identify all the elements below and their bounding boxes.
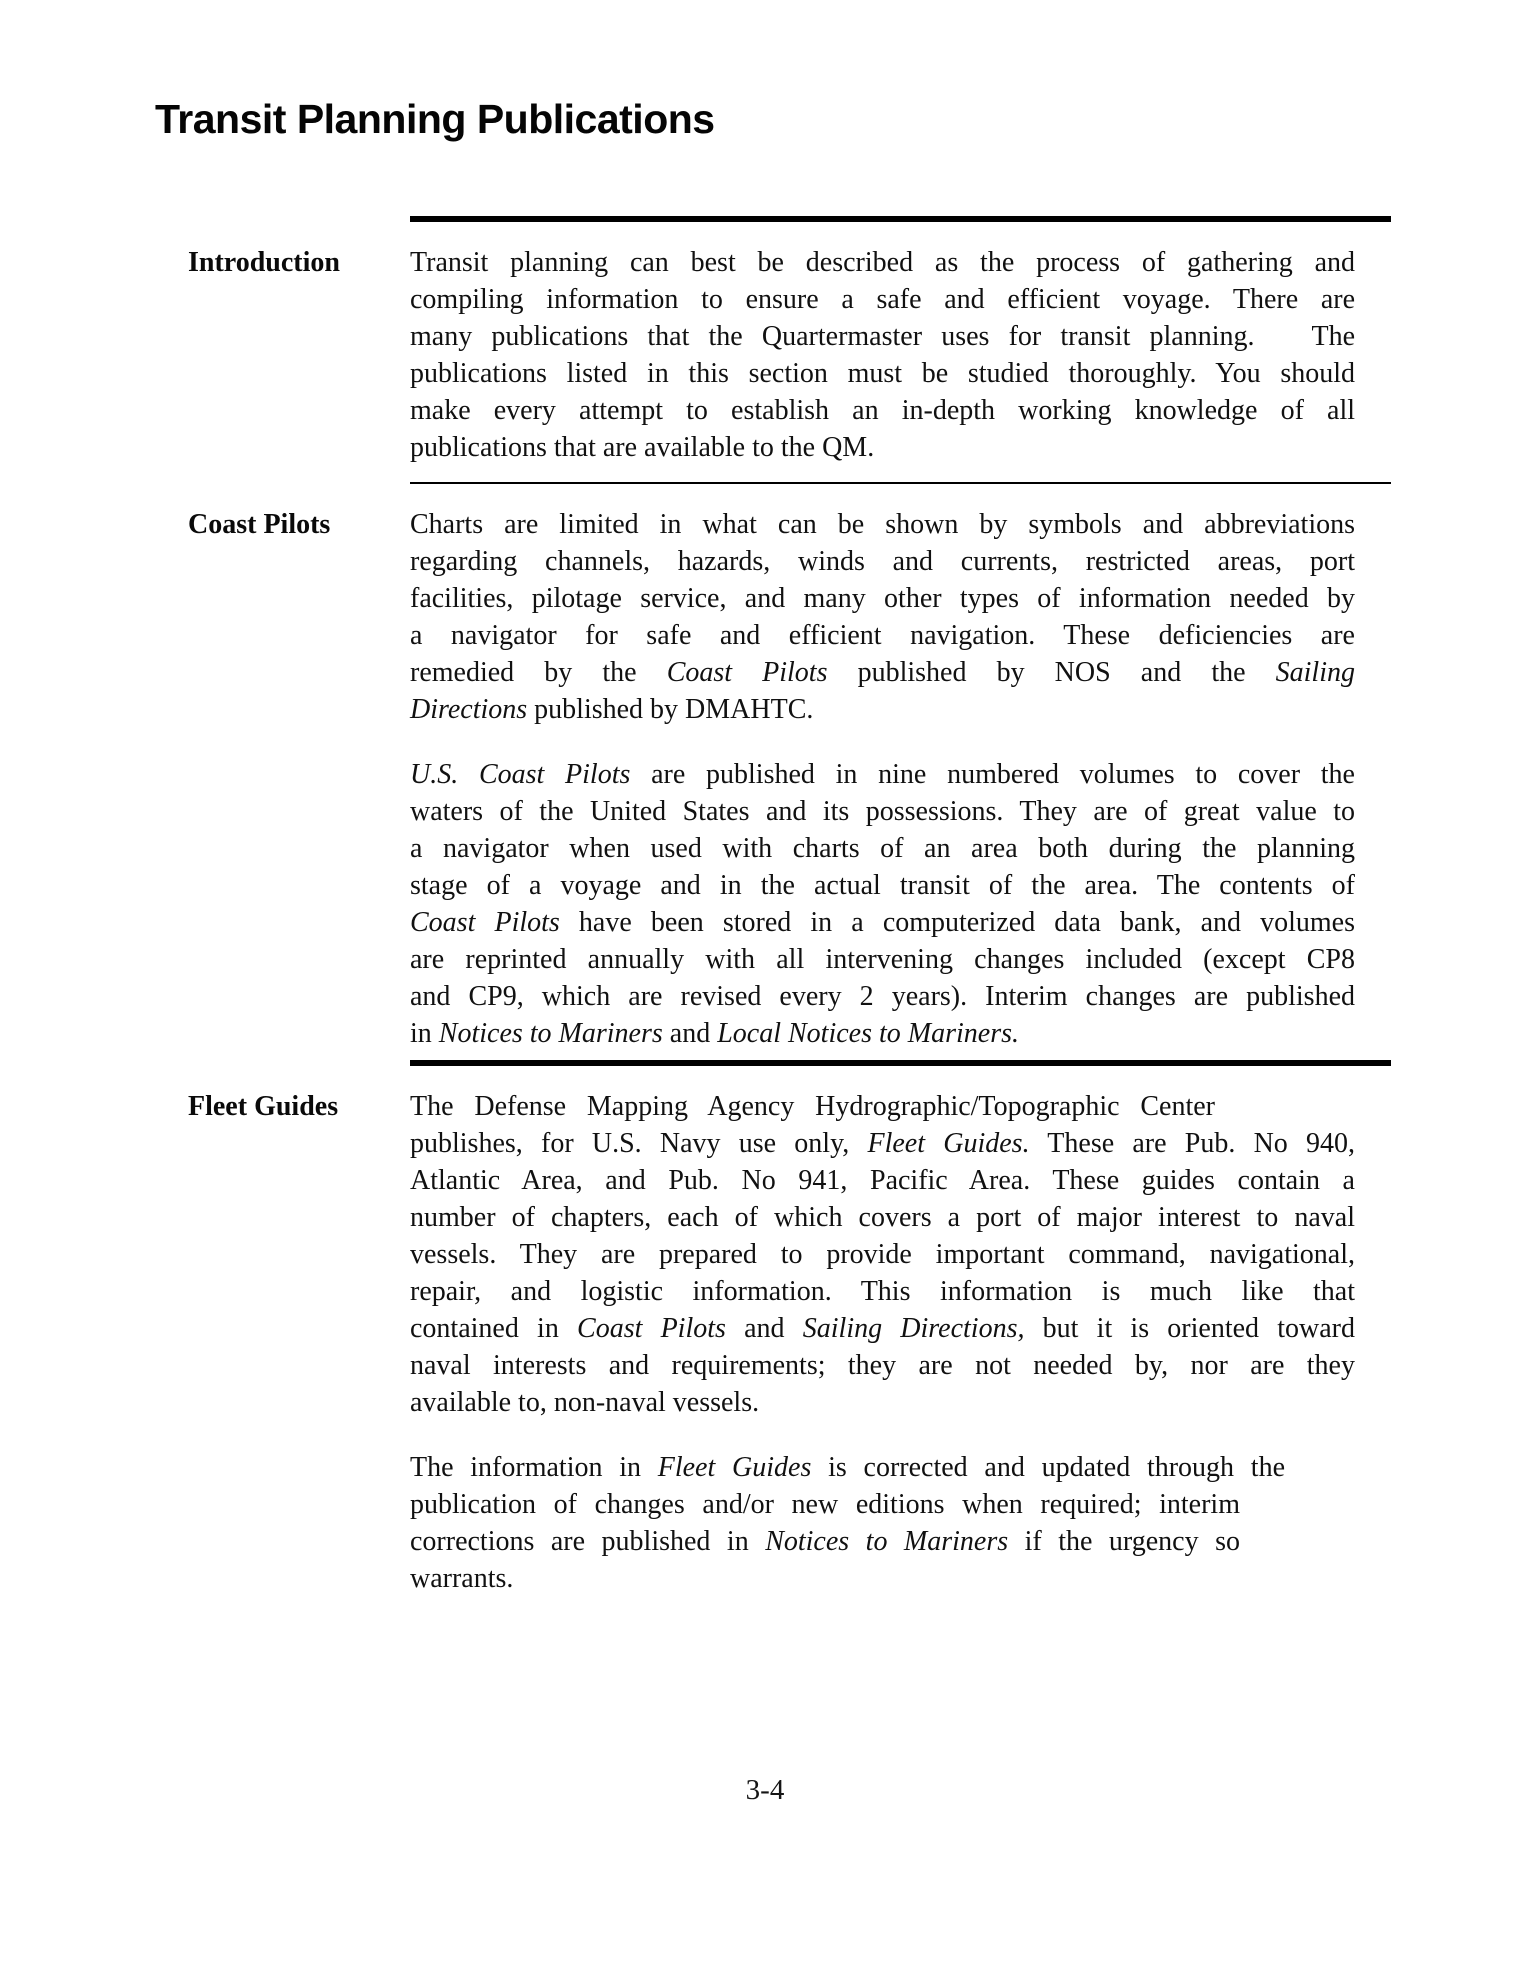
text-run: if the urgency so — [1008, 1526, 1240, 1557]
text-line — [410, 617, 1355, 654]
text-run: but it is oriented toward — [1024, 1313, 1355, 1344]
italic-run: Sailing Directions, — [802, 1313, 1025, 1344]
section-content — [188, 506, 1391, 1052]
page-title: Transit Planning Publications — [155, 96, 715, 142]
text-run: Atlantic Area, and Pub. No 941, Pacific Area. These guides contain a — [410, 1165, 1355, 1196]
section-divider — [410, 1060, 1391, 1066]
text-line — [410, 978, 1355, 1015]
text-run: publications that are available to the QM. — [410, 432, 875, 463]
italic-run: Notices to Mariners — [438, 1018, 663, 1049]
text-line — [410, 1449, 1285, 1486]
text-run: The Defense Mapping Agency Hydrographic/Topographic Center — [410, 1091, 1215, 1122]
paragraph — [410, 756, 1391, 1052]
section-body — [410, 506, 1391, 1052]
text-run: naval interests and requirements; they are not needed by, nor are they — [410, 1350, 1355, 1381]
text-line — [410, 867, 1355, 904]
italic-run: Coast Pilots — [666, 657, 828, 688]
italic-run: Coast Pilots — [410, 907, 560, 938]
text-line — [410, 1523, 1240, 1560]
paragraph — [410, 1449, 1391, 1597]
text-line — [410, 281, 1355, 318]
section-divider — [410, 216, 1391, 222]
text-run: have been stored in a computerized data bank, and volumes — [559, 907, 1355, 938]
text-run: Charts are limited in what can be shown by symbols and abbreviations — [410, 509, 1355, 540]
page-number: 3-4 — [745, 1774, 785, 1806]
text-run: stage of a voyage and in the actual transit of the area. The contents of — [410, 870, 1355, 901]
text-run: publication of changes and/or new editions when required; interim — [410, 1489, 1240, 1520]
text-line — [410, 1199, 1355, 1236]
text-line — [410, 318, 1355, 355]
text-run: compiling information to ensure a safe and efficient voyage. There are — [410, 284, 1355, 315]
section-label: Introduction — [188, 247, 340, 278]
text-line — [410, 654, 1355, 691]
text-run: are published in nine numbered volumes to cover the — [630, 759, 1355, 790]
text-run: many publications that the Quartermaster uses for transit planning. The — [410, 321, 1355, 352]
text-run: publishes, for U.S. Navy use only, — [410, 1128, 868, 1159]
text-line — [410, 941, 1355, 978]
section-content — [188, 1088, 1391, 1597]
section-body — [410, 1088, 1391, 1597]
text-line — [410, 793, 1355, 830]
text-line — [410, 1015, 1391, 1052]
paragraph — [410, 244, 1391, 466]
section-fleet-guides — [0, 1060, 1530, 1597]
text-run: Transit planning can best be described as the process of gathering and — [410, 247, 1355, 278]
text-run: in — [410, 1018, 439, 1049]
section-coast-pilots — [0, 482, 1530, 1052]
text-line — [410, 830, 1355, 867]
text-run: contained in — [410, 1313, 578, 1344]
text-run: published by NOS and the — [827, 657, 1276, 688]
text-line — [410, 1088, 1215, 1125]
sections — [0, 216, 1530, 1597]
text-run: available to, non-naval vessels. — [410, 1387, 760, 1418]
text-line — [410, 1236, 1355, 1273]
text-run: published by DMAHTC. — [527, 694, 814, 725]
text-line — [410, 691, 1391, 728]
text-run: The information in — [410, 1452, 658, 1483]
text-line — [410, 1347, 1355, 1384]
paragraph — [410, 506, 1391, 728]
text-line — [410, 1162, 1355, 1199]
italic-run: Notices to Mariners — [765, 1526, 1009, 1557]
italic-run: Fleet Guides — [657, 1452, 812, 1483]
paragraph — [410, 1088, 1391, 1421]
text-line — [410, 506, 1355, 543]
italic-run: Local Notices to Mariners. — [717, 1018, 1019, 1049]
text-run: vessels. They are prepared to provide important command, navigational, — [410, 1239, 1355, 1270]
italic-run: Sailing — [1275, 657, 1355, 688]
text-run: warrants. — [410, 1563, 514, 1594]
text-run: are reprinted annually with all intervening changes included (except CP8 — [410, 944, 1355, 975]
section-label: Coast Pilots — [188, 509, 331, 540]
section-content — [188, 244, 1391, 466]
text-run: remedied by the — [410, 657, 667, 688]
text-line — [410, 1125, 1355, 1162]
text-line — [410, 244, 1355, 281]
text-run: a navigator when used with charts of an area both during the planning — [410, 833, 1355, 864]
text-run: and — [725, 1313, 803, 1344]
italic-run: Fleet Guides. — [867, 1128, 1030, 1159]
section-introduction — [0, 216, 1530, 466]
text-run: repair, and logistic information. This information is much like that — [410, 1276, 1355, 1307]
text-line — [410, 543, 1355, 580]
text-run: is corrected and updated through the — [811, 1452, 1286, 1483]
text-line — [410, 1310, 1355, 1347]
italic-run: Coast Pilots — [577, 1313, 726, 1344]
italic-run: Directions — [410, 694, 528, 725]
section-divider — [410, 482, 1391, 484]
text-line — [410, 1560, 1391, 1597]
text-line — [410, 756, 1355, 793]
text-run: make every attempt to establish an in-depth working knowledge of all — [410, 395, 1355, 426]
text-line — [410, 1273, 1355, 1310]
text-run: number of chapters, each of which covers a port of major interest to naval — [410, 1202, 1355, 1233]
text-run: waters of the United States and its possessions. They are of great value to — [410, 796, 1355, 827]
text-run: and — [662, 1018, 718, 1049]
section-label: Fleet Guides — [188, 1091, 339, 1122]
text-line — [410, 580, 1355, 617]
text-run: and CP9, which are revised every 2 years). Interim changes are published — [410, 981, 1355, 1012]
italic-run: U.S. Coast Pilots — [410, 759, 631, 790]
text-line — [410, 1384, 1391, 1421]
text-run: corrections are published in — [410, 1526, 766, 1557]
text-line — [410, 1486, 1240, 1523]
text-run: facilities, pilotage service, and many other types of information needed by — [410, 583, 1355, 614]
section-body — [410, 244, 1391, 466]
text-run: These are Pub. No 940, — [1029, 1128, 1356, 1159]
text-line — [410, 429, 1391, 466]
text-run: regarding channels, hazards, winds and currents, restricted areas, port — [410, 546, 1355, 577]
text-line — [410, 904, 1355, 941]
text-run: publications listed in this section must be studied thoroughly. You should — [410, 358, 1355, 389]
text-line — [410, 392, 1355, 429]
text-line — [410, 355, 1355, 392]
text-run: a navigator for safe and efficient navigation. These deficiencies are — [410, 620, 1355, 651]
